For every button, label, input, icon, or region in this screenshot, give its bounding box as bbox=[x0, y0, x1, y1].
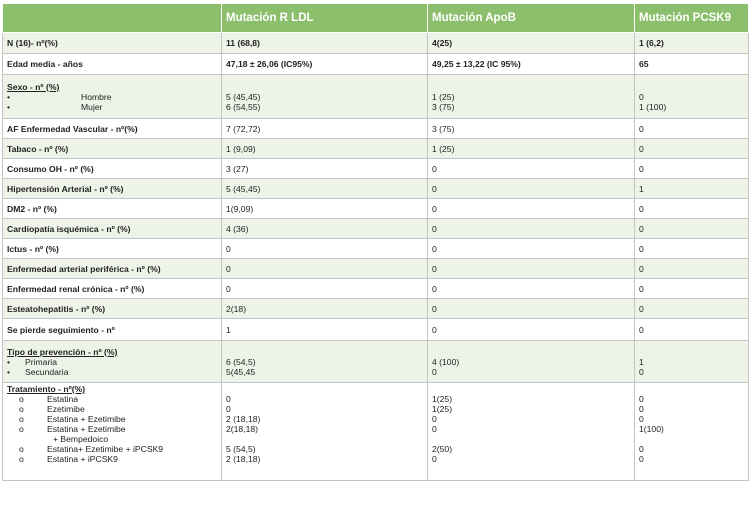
cell-pcsk9: 0 bbox=[635, 139, 749, 159]
sub-label-mujer: Mujer bbox=[81, 101, 103, 112]
cell-ldl: 1 bbox=[222, 319, 428, 341]
cell-pcsk9: 0 0 0 1(100) 0 0 bbox=[635, 383, 749, 481]
row-label: Enfermedad renal crónica - nº (%) bbox=[3, 279, 222, 299]
bullet-icon: • bbox=[7, 366, 11, 377]
cell-pcsk9: 0 bbox=[635, 299, 749, 319]
row-erc bbox=[3, 279, 749, 299]
row-label: Enfermedad arterial periférica - nº (%) bbox=[3, 259, 222, 279]
circle-bullet-icon: o bbox=[19, 404, 24, 414]
cell-pcsk9: 1 0 bbox=[635, 341, 749, 383]
cell-pcsk9: 0 bbox=[635, 219, 749, 239]
row-n bbox=[3, 33, 749, 54]
cell-pcsk9: 0 bbox=[635, 259, 749, 279]
sub-label-primaria: Primaria bbox=[25, 356, 57, 367]
cell-pcsk9: 0 bbox=[635, 239, 749, 259]
row-label: N (16)- nº(%) bbox=[3, 33, 222, 54]
treatment-name: Ezetimibe bbox=[47, 404, 85, 414]
header-row bbox=[3, 4, 749, 33]
cell-ldl: 0 bbox=[222, 279, 428, 299]
cell-pcsk9: 1 bbox=[635, 179, 749, 199]
treatment-name: Estatina + Ezetimibe bbox=[47, 414, 126, 424]
row-oh bbox=[3, 159, 749, 179]
cell-pcsk9: 65 bbox=[635, 54, 749, 75]
cell-apob: 0 bbox=[428, 159, 635, 179]
row-label: Tabaco - nº (%) bbox=[3, 139, 222, 159]
circle-bullet-icon: o bbox=[19, 414, 24, 424]
cell-pcsk9: 0 bbox=[635, 119, 749, 139]
circle-bullet-icon: o bbox=[19, 454, 24, 464]
cell-pcsk9: 0 bbox=[635, 159, 749, 179]
cell-ldl: 3 (27) bbox=[222, 159, 428, 179]
cell-pcsk9: 0 bbox=[635, 279, 749, 299]
row-ictus bbox=[3, 239, 749, 259]
row-af bbox=[3, 119, 749, 139]
cell-ldl: 0 bbox=[222, 239, 428, 259]
row-label: Se pierde seguimiento - nº bbox=[3, 319, 222, 341]
row-eap bbox=[3, 259, 749, 279]
row-label: Hipertensión Arterial - nº (%) bbox=[3, 179, 222, 199]
row-sexo bbox=[3, 75, 749, 119]
treatment-name: + Bempedoico bbox=[53, 434, 109, 444]
cell-apob: 0 bbox=[428, 299, 635, 319]
cell-apob: 0 bbox=[428, 259, 635, 279]
header-mutacion-apob: Mutación ApoB bbox=[428, 4, 635, 33]
cell-ldl: 1 (9,09) bbox=[222, 139, 428, 159]
row-tabaco bbox=[3, 139, 749, 159]
cell-ldl: 6 (54,5) 5(45,45 bbox=[222, 341, 428, 383]
sub-label-hombre: Hombre bbox=[81, 91, 112, 102]
header-mutacion-pcsk9: Mutación PCSK9 bbox=[635, 4, 749, 33]
treatment-name: Estatina + Ezetimibe bbox=[47, 424, 126, 434]
results-table bbox=[2, 3, 749, 481]
cell-apob: 3 (75) bbox=[428, 119, 635, 139]
circle-bullet-icon: o bbox=[19, 424, 24, 434]
cell-ldl: 4 (36) bbox=[222, 219, 428, 239]
row-label-cell bbox=[3, 341, 222, 383]
row-label: DM2 - nº (%) bbox=[3, 199, 222, 219]
cell-ldl: 5 (45,45) bbox=[222, 179, 428, 199]
cell-apob: 0 bbox=[428, 239, 635, 259]
cell-ldl: 0 bbox=[222, 259, 428, 279]
bullet-icon: • bbox=[7, 91, 11, 102]
header-empty bbox=[3, 4, 222, 33]
row-label-cell bbox=[3, 383, 222, 481]
cell-ldl: 11 (68,8) bbox=[222, 33, 428, 54]
cell-ldl: 2(18) bbox=[222, 299, 428, 319]
row-label: Tipo de prevención - nº (%) bbox=[7, 346, 118, 357]
cell-ldl: 47,18 ± 26,06 (IC95%) bbox=[222, 54, 428, 75]
row-label: Ictus - nº (%) bbox=[3, 239, 222, 259]
cell-pcsk9: 0 bbox=[635, 319, 749, 341]
treatment-name: Estatina+ Ezetimibe + iPCSK9 bbox=[47, 444, 164, 454]
header-mutacion-r-ldl: Mutación R LDL bbox=[222, 4, 428, 33]
cell-apob: 4(25) bbox=[428, 33, 635, 54]
row-esteatohepatitis bbox=[3, 299, 749, 319]
cell-pcsk9: 0 bbox=[635, 199, 749, 219]
cell-ldl: 0 0 2 (18,18) 2(18,18) 5 (54,5) 2 (18,18) bbox=[222, 383, 428, 481]
row-label: AF Enfermedad Vascular - nº(%) bbox=[3, 119, 222, 139]
cell-apob: 0 bbox=[428, 319, 635, 341]
cell-pcsk9: 0 1 (100) bbox=[635, 75, 749, 119]
treatment-name: Estatina bbox=[47, 394, 79, 404]
row-dm2 bbox=[3, 199, 749, 219]
cell-pcsk9: 1 (6,2) bbox=[635, 33, 749, 54]
row-label: Consumo OH - nº (%) bbox=[3, 159, 222, 179]
circle-bullet-icon: o bbox=[19, 394, 24, 404]
row-label: Sexo - nº (%) bbox=[7, 81, 60, 92]
row-prevencion bbox=[3, 341, 749, 383]
cell-apob: 4 (100) 0 bbox=[428, 341, 635, 383]
row-seguimiento bbox=[3, 319, 749, 341]
cell-apob: 0 bbox=[428, 199, 635, 219]
cell-apob: 0 bbox=[428, 219, 635, 239]
bullet-icon: • bbox=[7, 101, 11, 112]
cell-ldl: 7 (72,72) bbox=[222, 119, 428, 139]
cell-apob: 0 bbox=[428, 279, 635, 299]
treatment-name: Estatina + iPCSK9 bbox=[47, 454, 118, 464]
row-label-cell bbox=[3, 75, 222, 119]
row-label: Cardiopatía isquémica - nº (%) bbox=[3, 219, 222, 239]
cell-apob: 0 bbox=[428, 179, 635, 199]
bullet-icon: • bbox=[7, 356, 11, 367]
row-label: Tratamiento - nº(%) bbox=[7, 384, 86, 394]
cell-ldl: 1(9,09) bbox=[222, 199, 428, 219]
cell-ldl: 5 (45,45) 6 (54,55) bbox=[222, 75, 428, 119]
row-edad bbox=[3, 54, 749, 75]
cell-apob: 49,25 ± 13,22 (IC 95%) bbox=[428, 54, 635, 75]
sub-label-secundaria: Secundaria bbox=[25, 366, 69, 377]
row-tratamiento bbox=[3, 383, 749, 481]
row-label: Edad media - años bbox=[3, 54, 222, 75]
circle-bullet-icon: o bbox=[19, 444, 24, 454]
row-label: Esteatohepatitis - nº (%) bbox=[3, 299, 222, 319]
row-hta bbox=[3, 179, 749, 199]
cell-apob: 1 (25) 3 (75) bbox=[428, 75, 635, 119]
cell-apob: 1(25) 1(25) 0 0 2(50) 0 bbox=[428, 383, 635, 481]
cell-apob: 1 (25) bbox=[428, 139, 635, 159]
row-cardiopatia bbox=[3, 219, 749, 239]
